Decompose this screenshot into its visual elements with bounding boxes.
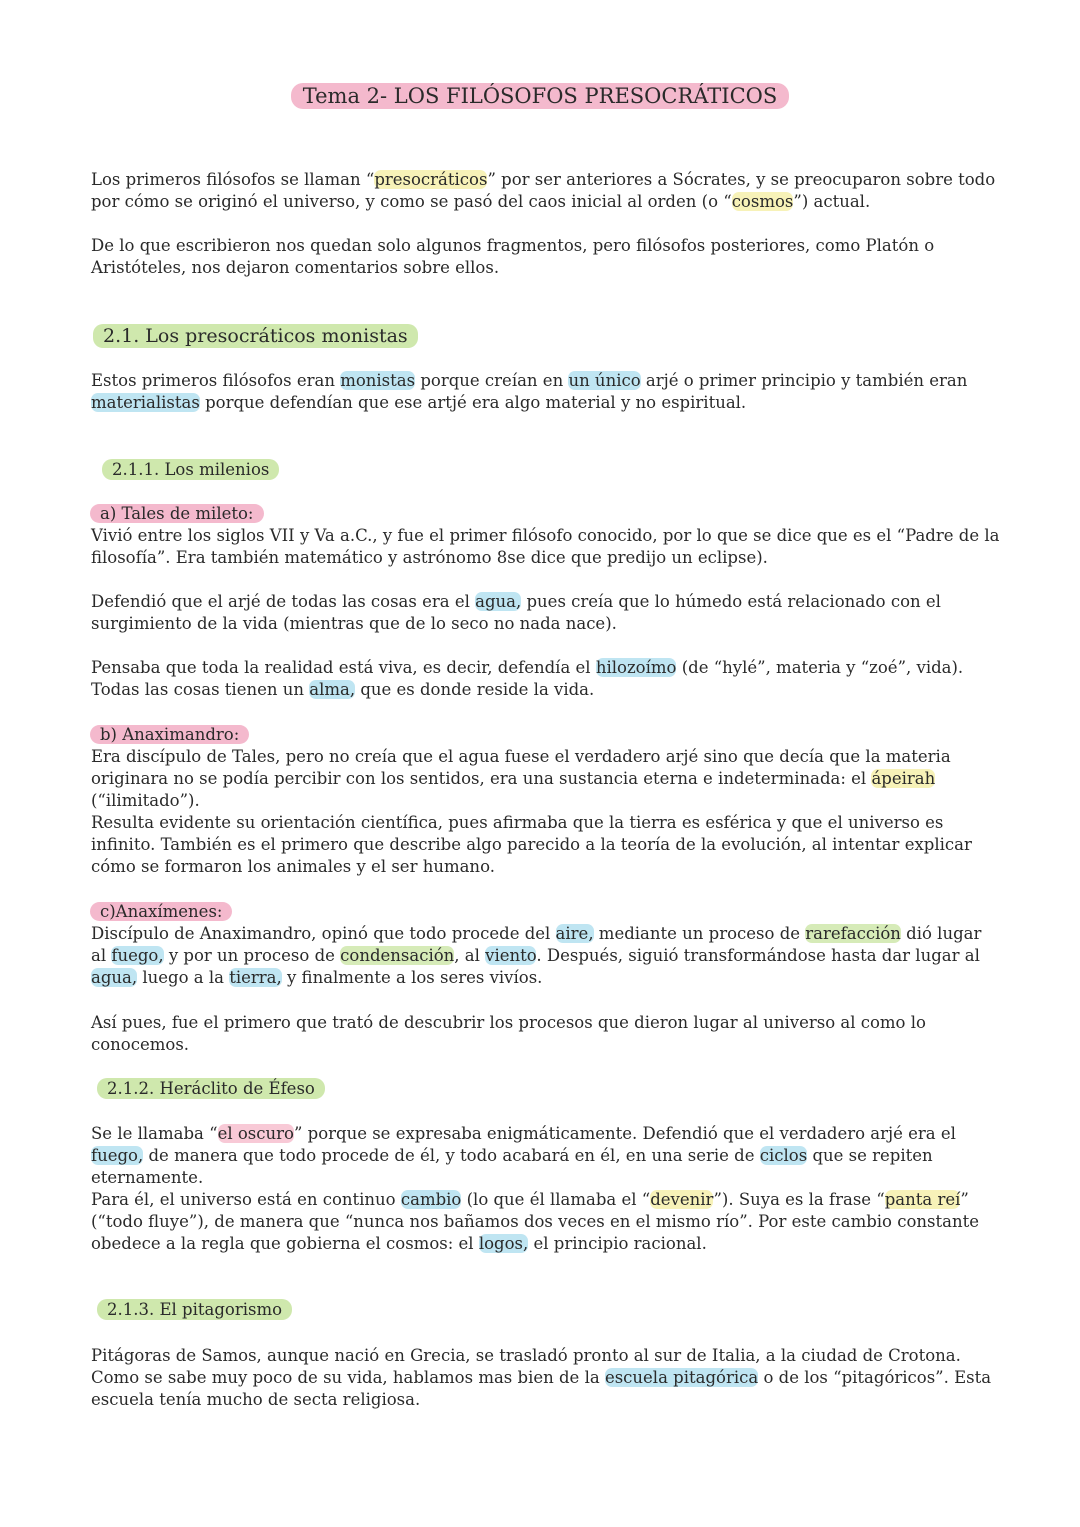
- anaximandro-paragraph-2: Resulta evidente su orientación científica, pues afirmaba que la tierra es esférica y que el universo es infinito. También es el primero que describe algo parecido a la teoría de la evolución, al intentar explicar cómo se formaron los animales y el ser humano.: [91, 813, 972, 876]
- title-text: Tema 2- LOS FILÓSOFOS PRESOCRÁTICOS: [291, 83, 790, 109]
- highlight-ciclos: ciclos: [759, 1146, 808, 1165]
- highlight-fuego-2: fuego,: [91, 1146, 144, 1165]
- highlight-tierra: tierra,: [229, 968, 282, 987]
- highlight-rarefaccion: rarefacción: [805, 924, 901, 943]
- highlight-fuego: fuego,: [111, 946, 164, 965]
- highlight-logos: logos,: [478, 1234, 529, 1253]
- anaximenes-heading: c)Anaxímenes:: [90, 901, 1000, 923]
- highlight-escuela-pitagorica: escuela pitagórica: [604, 1368, 759, 1387]
- highlight-devenir: devenir: [650, 1190, 714, 1209]
- heraclito-paragraph-2: Para él, el universo está en continuo cambio (lo que él llamaba el “devenir”). Suya es la frase “panta reí” (“todo fluye”), de manera que “nunca nos bañamos dos veces en el mismo río”. Por este cambio constante obedece a la regla que gobierna el cosmos: el logos, el principio racional.: [91, 1190, 979, 1253]
- highlight-alma: alma,: [309, 680, 356, 699]
- highlight-materialistas: materialistas: [91, 393, 200, 412]
- section-2-1-paragraph: Estos primeros filósofos eran monistas porque creían en un único arjé o primer principio y también eran materialistas porque defendían que ese artjé era algo material y no espiritual.: [91, 371, 968, 412]
- intro-paragraph-2: De lo que escribieron nos quedan solo algunos fragmentos, pero filósofos posteriores, como Platón o Aristóteles, nos dejaron comentarios sobre ellos.: [91, 236, 935, 277]
- intro-paragraph-1: Los primeros filósofos se llaman “presocráticos” por ser anteriores a Sócrates, y se preocuparon sobre todo por cómo se originó el universo, y como se pasó del caos inicial al orden (o “cosmos”) actual.: [91, 170, 996, 211]
- section-2-1-1-heading: 2.1.1. Los milenios: [102, 459, 1012, 481]
- highlight-aire: aire,: [555, 924, 594, 943]
- highlight-cosmos: cosmos: [731, 192, 794, 211]
- anaximandro-paragraph-1: Era discípulo de Tales, pero no creía que el agua fuese el verdadero arjé sino que decía que la materia originara no se podía percibir con los sentidos, era una sustancia eterna e indeterminada: el ápeirah (“ilimitado”).: [91, 747, 951, 810]
- tales-paragraph-1: Vivió entre los siglos VII y Va a.C., y fue el primer filósofo conocido, por lo que se dice que es el “Padre de la filosofía”. Era también matemático y astrónomo 8se dice que predijo un eclipse).: [91, 526, 1000, 567]
- section-2-1-3-heading: 2.1.3. El pitagorismo: [97, 1299, 1007, 1321]
- highlight-un-unico: un único: [568, 371, 641, 390]
- highlight-hilozoimo: hilozoímo: [595, 658, 677, 677]
- highlight-condensacion: condensación: [340, 946, 455, 965]
- tales-paragraph-3: Pensaba que toda la realidad está viva, es decir, defendía el hilozoímo (de “hylé”, materia y “zoé”, vida). Todas las cosas tienen un alma, que es donde reside la vida.: [91, 658, 964, 699]
- highlight-panta-rei: panta reí: [884, 1190, 961, 1209]
- anaximenes-paragraph-1: Discípulo de Anaximandro, opinó que todo procede del aire, mediante un proceso de rarefacción dió lugar al fuego, y por un proceso de condensación, al viento. Después, siguió transformándose hasta dar lugar al agua, luego a la tierra, y finalmente a los seres vivíos.: [91, 924, 982, 987]
- highlight-agua-2: agua,: [91, 968, 138, 987]
- anaximandro-heading: b) Anaximandro:: [90, 724, 1000, 746]
- section-2-1-heading: 2.1. Los presocráticos monistas: [93, 323, 1003, 349]
- heraclito-paragraph-1: Se le llamaba “el oscuro” porque se expresaba enigmáticamente. Defendió que el verdadero arjé era el fuego, de manera que todo procede de él, y todo acabará en él, en una serie de ciclos que se repiten eternamente.: [91, 1124, 956, 1187]
- highlight-cambio: cambio: [400, 1190, 462, 1209]
- highlight-el-oscuro: el oscuro: [217, 1124, 294, 1143]
- section-2-1-2-heading: 2.1.2. Heráclito de Éfeso: [97, 1078, 1007, 1100]
- pitagorismo-paragraph-1: Pitágoras de Samos, aunque nació en Grecia, se trasladó pronto al sur de Italia, a la ciudad de Crotona. Como se sabe muy poco de su vida, hablamos mas bien de la escuela pitagórica o de los “pitagóricos”. Esta escuela tenía mucho de secta religiosa.: [91, 1346, 992, 1409]
- page-title: [0, 82, 1080, 110]
- anaximenes-paragraph-2: Así pues, fue el primero que trató de descubrir los procesos que dieron lugar al universo al como lo conocemos.: [91, 1013, 926, 1054]
- tales-paragraph-2: Defendió que el arjé de todas las cosas era el agua, pues creía que lo húmedo está relacionado con el surgimiento de la vida (mientras que de lo seco no nada nace).: [91, 592, 941, 633]
- highlight-monistas: monistas: [340, 371, 416, 390]
- highlight-agua: agua,: [475, 592, 522, 611]
- highlight-presocraticos: presocráticos: [374, 170, 488, 189]
- highlight-viento: viento: [485, 946, 537, 965]
- highlight-apeirah: ápeirah: [871, 769, 936, 788]
- tales-heading: a) Tales de mileto:: [90, 503, 1000, 525]
